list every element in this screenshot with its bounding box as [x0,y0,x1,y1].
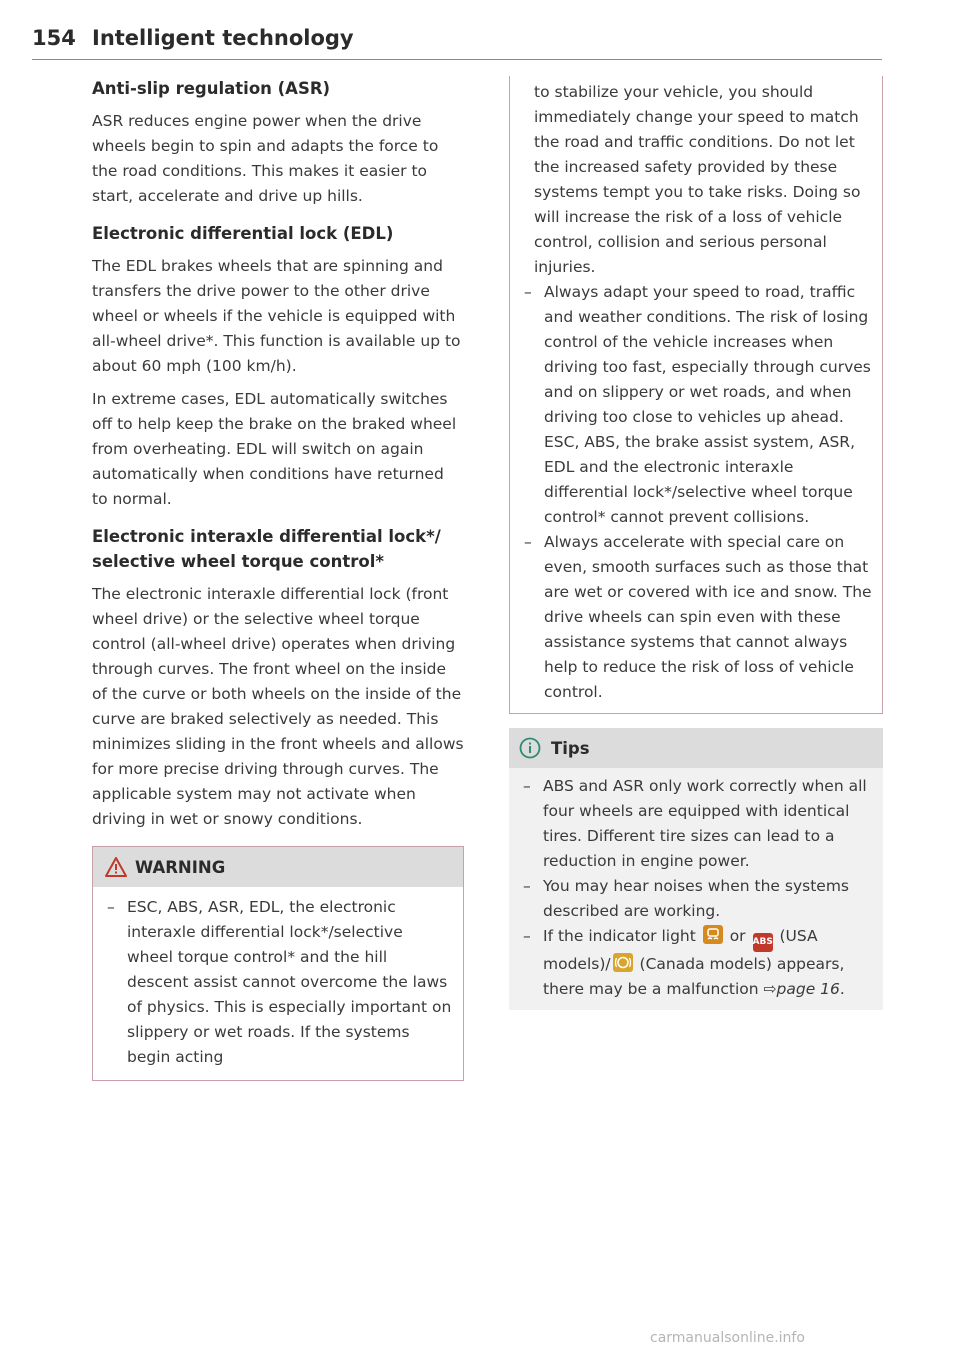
tips-header [509,728,883,768]
eidl-heading: Electronic interaxle differential lock*/ selective wheel torque control* [92,527,441,571]
warning-item-3: – Always accelerate with special care on even, smooth surfaces such as those that are wet or covered with ice and snow. The drive wheels can spin even with these assistance systems that cannot always help to reduce the risk of loss of vehicle control. [520,530,872,705]
left-column [92,76,464,1081]
warning-triangle-icon [105,857,127,877]
watermark: carmanualsonline.info [650,1330,805,1346]
chapter-title: Intelligent technology [92,26,354,50]
asr-heading: Anti-slip regulation (ASR) [92,79,331,98]
edl-text-2: In extreme cases, EDL automatically switches off to help keep the brake on the braked wheel from overheating. EDL will switch on again automatically when conditions have returned to normal. [92,390,457,508]
tips-box [509,728,883,1010]
warning-item-2: – Always adapt your speed to road, traffic and weather conditions. The risk of losing control of the vehicle increases when driving too fast, especially through curves and on slippery or wet roads, and when driving too close to vehicles up ahead. ESC, ABS, the brake assist system, ASR, EDL and the electronic interaxle differential lock*/selective wheel torque control* cannot prevent collisions. [520,280,872,530]
edl-heading: Electronic differential lock (EDL) [92,224,394,243]
tips-item-3: – If the indicator light or ABS (USA models)/ (Canada models) appears, there may be a malfunction ⇨page 16. [519,924,873,1002]
page-header [32,24,882,60]
warning-item-1-part-1: – ESC, ABS, ASR, EDL, the electronic interaxle differential lock*/selective wheel torque control* and the hill descent assist cannot overcome the laws of physics. This is especially important on slippery or wet roads. If the systems begin acting [103,895,453,1070]
warning-body-left [93,887,463,1080]
warning-box-continued [509,76,883,714]
eidl-text: The electronic interaxle differential lock (front wheel drive) or the selective wheel torque control (all-wheel drive) operates when driving through curves. The front wheel on the inside of the curve or both wheels on the inside of the curve are braked selectively as needed. This minimizes sliding in the front wheels and allows for more precise driving through curves. The applicable system may not activate when driving in wet or snowy conditions. [92,585,464,828]
warning-title: WARNING [135,857,226,877]
right-column [509,76,883,1010]
abs-canada-indicator-icon [613,953,633,972]
abs-indicator-icon: ABS [753,933,773,952]
warning-item-1-part-2: to stabilize your vehicle, you should immediately change your speed to match the road and traffic conditions. Do not let the increased safety provided by these systems tempt you to take risks. Doing so will increase the risk of a loss of vehicle control, collision and serious personal injuries. [534,83,861,276]
arrow-icon: ⇨ [763,980,777,998]
tips-body [509,768,883,1010]
tips-item-1: – ABS and ASR only work correctly when all four wheels are equipped with identical tires. Different tire sizes can lead to a reduction in engine power. [519,774,873,874]
asr-text: ASR reduces engine power when the drive wheels begin to spin and adapts the force to the road conditions. This makes it easier to start, accelerate and drive up hills. [92,112,439,205]
edl-text-1: The EDL brakes wheels that are spinning and transfers the drive power to the other drive wheel or wheels if the vehicle is equipped with all-wheel drive*. This function is available up to about 60 mph (100 km/h). [92,257,461,375]
tips-item-2: – You may hear noises when the systems described are working. [519,874,873,924]
warning-header [93,847,463,887]
warning-box [92,846,464,1081]
info-icon [519,737,541,759]
tips-title: Tips [551,738,590,758]
esc-indicator-icon [703,925,723,944]
page-reference-link[interactable]: page 16 [776,980,840,998]
page-number: 154 [32,26,76,50]
